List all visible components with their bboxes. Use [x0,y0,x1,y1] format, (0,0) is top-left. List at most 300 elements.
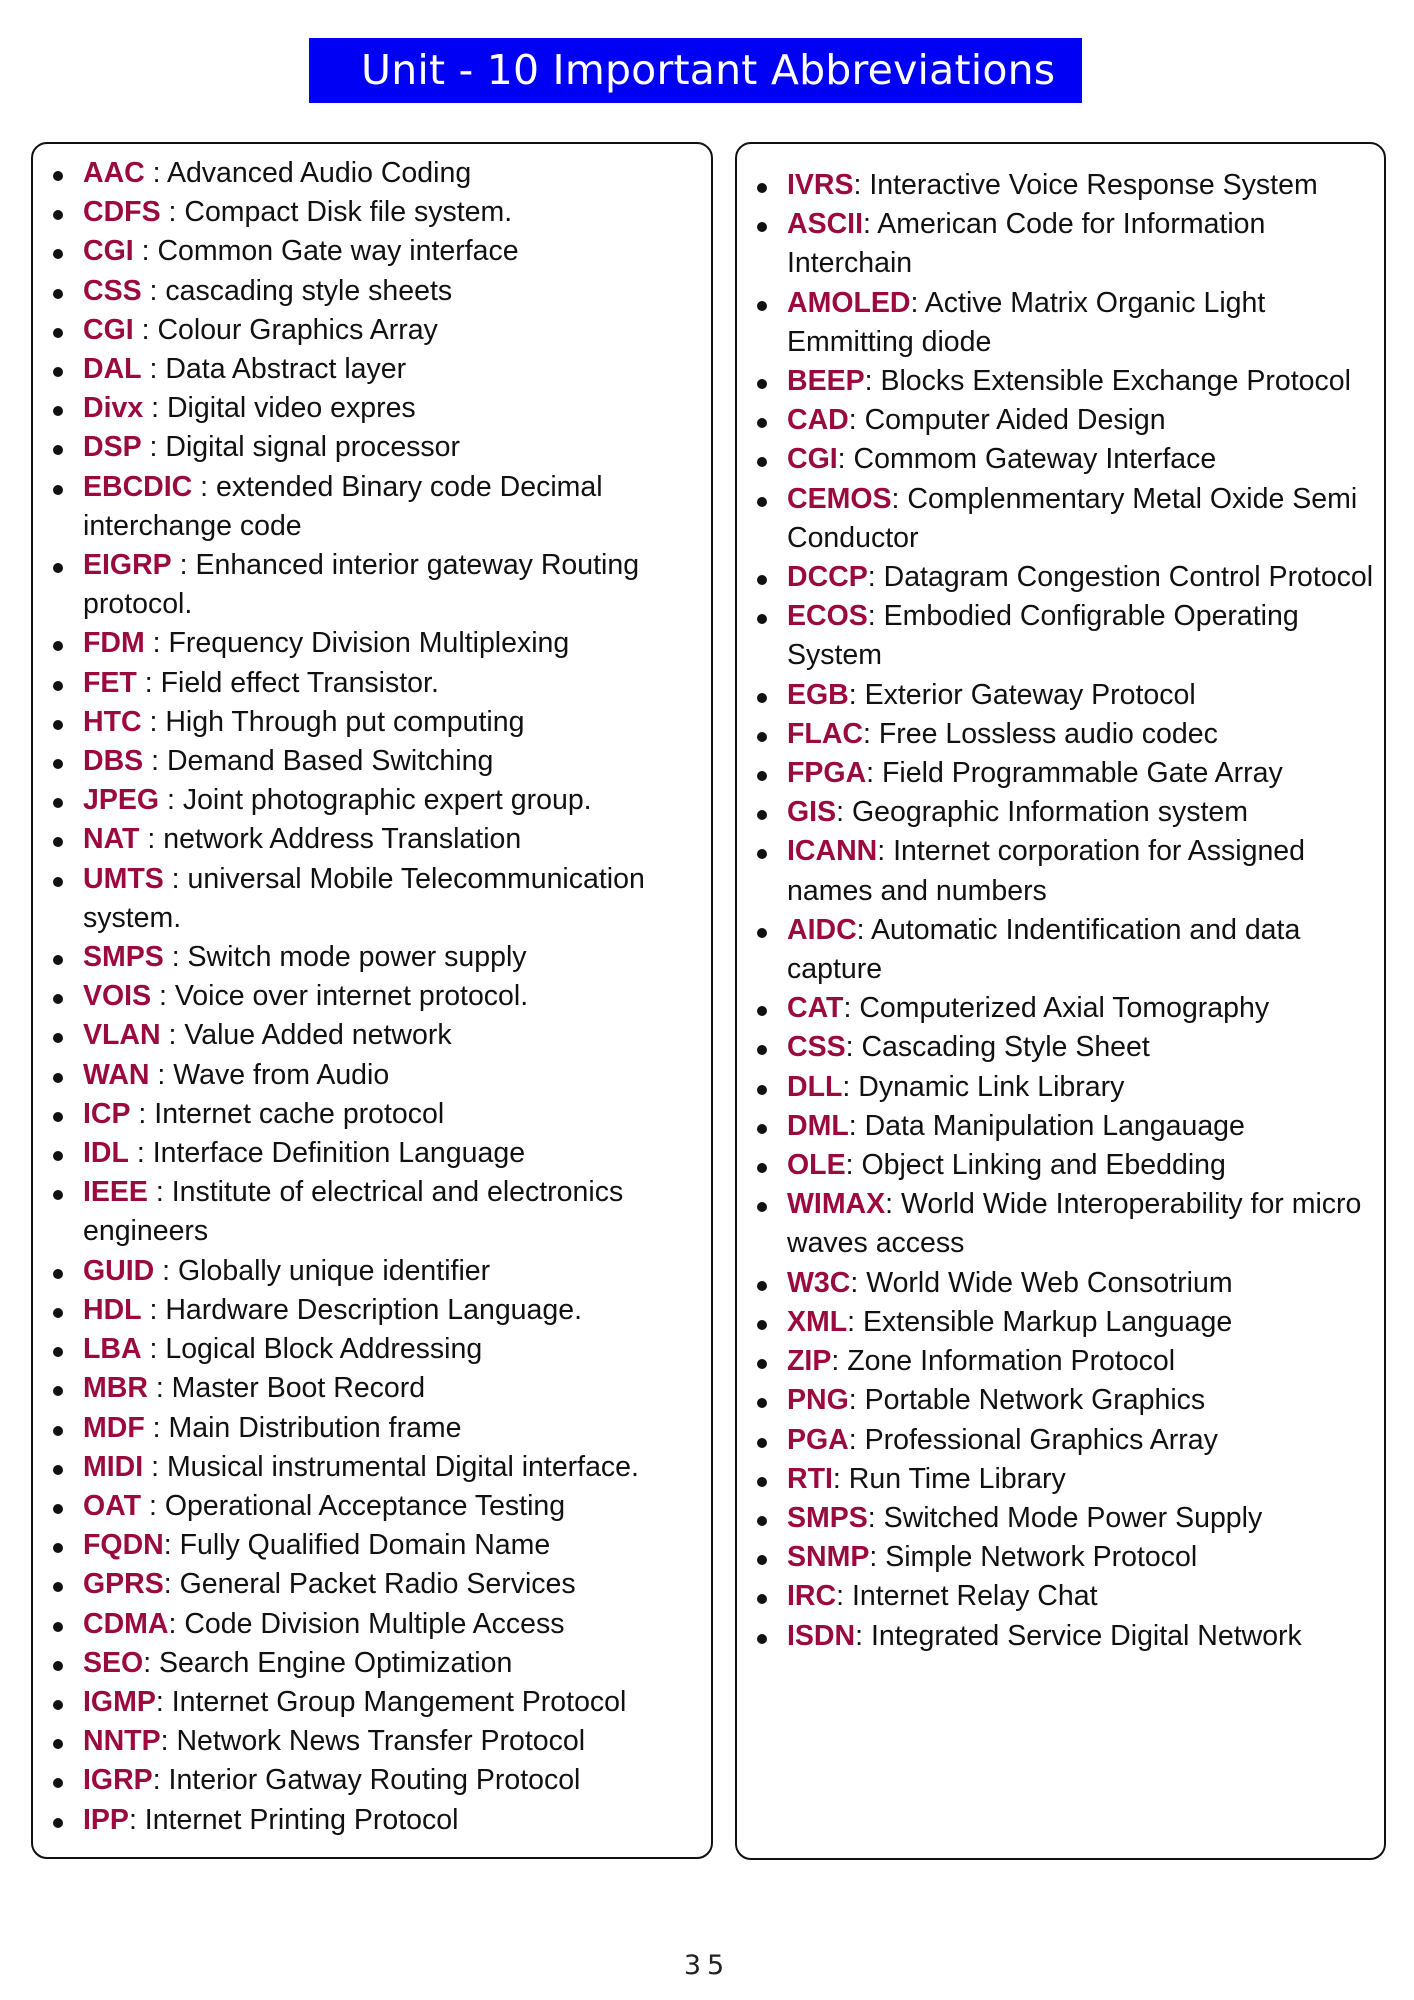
abbreviation-item [755,1577,1378,1616]
abbreviation-term: SMPS [83,941,164,974]
separator: : [141,1333,166,1366]
abbreviation-item [51,468,705,546]
abbreviation-term: NNTP [83,1725,161,1758]
left-abbreviation-list [51,154,705,1840]
abbreviation-definition: Integrated Service Digital Network [870,1619,1302,1652]
separator: : [144,157,167,189]
abbreviation-item [755,1499,1378,1538]
bullet-icon [757,575,767,585]
separator: : [837,443,854,476]
abbreviation-term: EBCDIC [83,470,193,503]
abbreviation-item [51,311,705,350]
bullet-icon [757,1045,767,1055]
abbreviation-definition: Main Distribution frame [168,1411,462,1444]
abbreviation-item [755,440,1378,479]
abbreviation-term: FET [83,666,137,699]
abbreviation-term: PGA [787,1423,849,1456]
abbreviation-term: FPGA [787,757,867,790]
separator: : [845,1031,862,1064]
abbreviation-definition: Internet Relay Chat [851,1580,1098,1613]
abbreviation-item [51,1056,705,1095]
abbreviation-definition: Automatic Indentification and data capture [787,913,1301,986]
bullet-icon [53,1700,63,1710]
abbreviation-definition: Interface Definition Language [152,1137,526,1170]
abbreviation-item [51,1722,705,1761]
abbreviation-definition: Logical Block Addressing [165,1333,483,1366]
bullet-icon [53,171,63,181]
abbreviation-term: GPRS [83,1568,164,1601]
bullet-icon [53,1033,63,1043]
separator: : [147,1176,172,1209]
abbreviation-item [51,1644,705,1683]
separator: : [154,1254,179,1287]
abbreviation-item [755,1460,1378,1499]
bullet-icon [757,1516,767,1526]
abbreviation-definition: network Address Translation [163,823,522,856]
abbreviation-term: CGI [83,313,134,346]
abbreviation-term: CAD [787,404,849,437]
bullet-icon [53,485,63,495]
abbreviation-item [755,1342,1378,1381]
separator: : [855,1619,871,1652]
bullet-icon [53,289,63,299]
separator: : [163,941,188,974]
abbreviation-item [51,703,705,742]
bullet-icon [757,1438,767,1448]
abbreviation-item [51,232,705,271]
abbreviation-term: SNMP [787,1541,870,1574]
bullet-icon [757,1202,767,1212]
right-abbreviation-list [755,166,1378,1656]
bullet-icon [53,994,63,1004]
abbreviation-item [755,1185,1378,1263]
bullet-icon [53,249,63,259]
abbreviation-term: LBA [83,1333,142,1366]
abbreviation-item [755,480,1378,558]
abbreviation-term: UMTS [83,862,164,895]
bullet-icon [53,406,63,416]
separator: : [192,470,217,503]
abbreviation-definition: Frequency Division Multiplexing [168,627,570,660]
abbreviation-definition: World Wide Web Consotrium [866,1266,1233,1299]
bullet-icon [53,1112,63,1122]
abbreviation-definition: World Wide Interoperability for micro waves access [787,1188,1362,1260]
bullet-icon [757,1085,767,1095]
bullet-icon [757,1281,767,1291]
abbreviation-item [51,820,705,859]
abbreviation-item [51,389,705,428]
abbreviation-definition: Network News Transfer Protocol [176,1725,586,1758]
bullet-icon [757,379,767,389]
abbreviation-term: CSS [787,1031,846,1064]
bullet-icon [757,1634,767,1644]
abbreviation-term: SMPS [787,1501,868,1534]
abbreviation-item [51,1605,705,1644]
abbreviation-item [755,166,1378,205]
abbreviation-term: IEEE [83,1176,148,1209]
bullet-icon [757,1320,767,1330]
abbreviation-definition: Master Boot Record [171,1372,426,1405]
bullet-icon [757,1477,767,1487]
separator: : [863,208,878,241]
bullet-icon [53,210,63,220]
abbreviation-term: CDFS [83,196,161,229]
abbreviation-definition: Computerized Axial Tomography [859,992,1270,1025]
abbreviation-definition: Musical instrumental Digital interface. [166,1450,639,1483]
abbreviation-term: DBS [83,745,144,778]
bullet-icon [757,614,767,624]
abbreviation-term: MDF [83,1411,145,1444]
abbreviation-term: FLAC [787,717,863,750]
separator: : [155,1685,172,1718]
abbreviation-item [51,1291,705,1330]
bullet-icon [757,771,767,781]
bullet-icon [757,457,767,467]
abbreviation-term: DLL [787,1070,843,1103]
separator: : [867,561,884,594]
separator: : [163,862,188,895]
abbreviation-term: IPP [83,1803,129,1836]
abbreviation-term: XML [787,1305,848,1338]
abbreviation-definition: Internet corporation for Assigned names and numbers [787,835,1306,907]
bullet-icon [53,641,63,651]
abbreviation-definition: Data Abstract layer [165,353,407,386]
bullet-icon [53,877,63,887]
bullet-icon [53,1778,63,1788]
abbreviation-item [755,715,1378,754]
abbreviation-item [51,1801,705,1840]
separator: : [847,1305,864,1338]
separator: : [836,796,852,829]
abbreviation-term: DCCP [787,561,868,594]
abbreviation-term: IGMP [83,1685,156,1718]
abbreviation-definition: Zone Information Protocol [847,1345,1176,1378]
abbreviation-item [755,1068,1378,1107]
abbreviation-item [755,1146,1378,1185]
abbreviation-term: CEMOS [787,482,892,515]
separator: : [130,1097,155,1130]
abbreviation-item [51,1565,705,1604]
separator: : [141,1489,165,1522]
bullet-icon [53,1308,63,1318]
bullet-icon [53,445,63,455]
abbreviation-term: AMOLED [787,286,911,319]
abbreviation-term: JPEG [83,784,160,817]
bullet-icon [757,732,767,742]
abbreviation-item [755,911,1378,989]
separator: : [845,1149,862,1182]
abbreviation-term: RTI [787,1462,833,1495]
abbreviation-term: ASCII [787,208,864,241]
separator: : [848,1423,865,1456]
separator: : [856,913,871,946]
abbreviation-item [755,754,1378,793]
separator: : [910,286,925,319]
abbreviation-item [51,1369,705,1408]
separator: : [168,1607,185,1640]
abbreviation-item [755,1617,1378,1656]
left-abbreviation-panel [31,142,713,1859]
separator: : [842,1070,859,1103]
bullet-icon [53,1426,63,1436]
abbreviation-definition: Operational Acceptance Testing [164,1489,566,1522]
bullet-icon [53,955,63,965]
separator: : [151,980,175,1013]
abbreviation-definition: Interior Gatway Routing Protocol [168,1764,581,1797]
abbreviation-definition: Field Programmable Gate Array [882,757,1283,790]
abbreviation-item [51,546,705,624]
abbreviation-definition: Switched Mode Power Supply [883,1501,1263,1534]
separator: : [163,1568,180,1601]
bullet-icon [53,837,63,847]
bullet-icon [53,1543,63,1553]
abbreviation-item [755,676,1378,715]
separator: : [133,313,158,346]
abbreviation-definition: Joint photographic expert group. [182,784,592,817]
separator: : [831,1345,848,1378]
abbreviation-item [755,597,1378,675]
bullet-icon [53,720,63,730]
abbreviation-definition: Switch mode power supply [187,941,527,974]
abbreviation-item [51,1173,705,1251]
separator: : [848,1109,865,1142]
abbreviation-item [51,977,705,1016]
bullet-icon [53,798,63,808]
bullet-icon [53,1386,63,1396]
abbreviation-term: FQDN [83,1529,164,1562]
abbreviation-item [51,350,705,389]
bullet-icon [53,563,63,573]
bullet-icon [53,1465,63,1475]
abbreviation-definition: Embodied Configrable Operating System [787,600,1299,672]
abbreviation-definition: Fully Qualified Domain Name [179,1529,551,1562]
separator: : [843,992,860,1025]
separator: : [867,1501,884,1534]
separator: : [869,1541,886,1574]
abbreviation-item [51,1487,705,1526]
abbreviation-definition: High Through put computing [165,705,525,738]
abbreviation-term: IRC [787,1580,837,1613]
abbreviation-item [755,1264,1378,1303]
abbreviation-item [51,1683,705,1722]
bullet-icon [53,1622,63,1632]
abbreviation-item [51,1095,705,1134]
abbreviation-item [755,362,1378,401]
page-title: Unit - 10 Important Abbreviations [309,38,1082,103]
abbreviation-term: ICANN [787,835,878,868]
abbreviation-term: OLE [787,1149,846,1182]
separator: : [144,627,169,660]
separator: : [128,1137,153,1170]
bullet-icon [757,1006,767,1016]
abbreviation-item [755,401,1378,440]
bullet-icon [757,222,767,232]
abbreviation-term: CSS [83,274,142,307]
separator: : [141,705,166,738]
separator: : [149,1058,174,1091]
abbreviation-term: Divx [83,392,144,425]
abbreviation-definition: Computer Aided Design [864,404,1166,437]
abbreviation-term: W3C [787,1266,851,1299]
abbreviation-item [755,1421,1378,1460]
abbreviation-definition: Object Linking and Ebedding [861,1149,1226,1182]
abbreviation-definition: Advanced Audio Coding [166,157,472,189]
abbreviation-definition: Geographic Information system [851,796,1248,829]
bullet-icon [757,928,767,938]
abbreviation-term: ICP [83,1097,131,1130]
separator: : [143,1450,167,1483]
abbreviation-definition: Active Matrix Organic Light Emmitting diode [787,286,1266,358]
abbreviation-definition: Commom Gateway Interface [853,443,1217,476]
separator: : [160,1725,177,1758]
abbreviation-term: DAL [83,353,142,386]
abbreviation-term: MIDI [83,1450,144,1483]
abbreviation-definition: Free Lossless audio codec [878,717,1218,750]
separator: : [848,1384,865,1417]
separator: : [136,666,161,699]
abbreviation-term: VLAN [83,1019,161,1052]
abbreviation-definition: American Code for Information Interchain [787,208,1266,280]
bullet-icon [757,183,767,193]
separator: : [867,600,884,633]
abbreviation-definition: Voice over internet protocol. [174,980,529,1013]
abbreviation-term: SEO [83,1646,144,1679]
abbreviation-definition: Digital signal processor [165,431,461,464]
abbreviation-item [755,1028,1378,1067]
separator: : [850,1266,867,1299]
separator: : [139,823,164,856]
abbreviation-definition: Extensible Markup Language [863,1305,1233,1338]
abbreviation-term: CGI [787,443,838,476]
abbreviation-item [51,781,705,820]
separator: : [885,1188,901,1221]
separator: : [144,1411,169,1444]
abbreviation-definition: Internet cache protocol [154,1097,445,1130]
separator: : [848,404,865,437]
separator: : [147,1372,172,1405]
abbreviation-definition: cascading style sheets [165,274,453,307]
abbreviation-term: WAN [83,1058,150,1091]
bullet-icon [53,1190,63,1200]
abbreviation-item [755,1381,1378,1420]
bullet-icon [757,301,767,311]
abbreviation-item [755,1107,1378,1146]
abbreviation-item [755,832,1378,910]
abbreviation-definition: Digital video expres [166,392,416,425]
abbreviation-term: PNG [787,1384,849,1417]
bullet-icon [53,1269,63,1279]
abbreviation-term: ISDN [787,1619,856,1652]
separator: : [152,1764,169,1797]
separator: : [128,1803,145,1836]
separator: : [832,1462,849,1495]
abbreviation-item [51,272,705,311]
separator: : [171,549,196,582]
bullet-icon [53,681,63,691]
abbreviation-definition: Internet Printing Protocol [144,1803,459,1836]
abbreviation-item [51,154,705,193]
bullet-icon [53,1073,63,1083]
separator: : [141,1293,166,1326]
abbreviation-definition: Enhanced interior gateway Routing protocol. [83,549,640,621]
abbreviation-term: GUID [83,1254,155,1287]
abbreviation-definition: Common Gate way interface [157,235,519,268]
abbreviation-item [755,989,1378,1028]
abbreviation-item [51,1330,705,1369]
abbreviation-term: AAC [83,157,145,189]
abbreviation-term: OAT [83,1489,142,1522]
abbreviation-term: VOIS [83,980,152,1013]
separator: : [141,431,166,464]
separator: : [160,1019,185,1052]
abbreviation-term: IGRP [83,1764,153,1797]
abbreviation-definition: Simple Network Protocol [885,1541,1198,1574]
abbreviation-definition: Demand Based Switching [166,745,494,778]
abbreviation-definition: Data Manipulation Langauage [864,1109,1245,1142]
bullet-icon [53,1151,63,1161]
abbreviation-definition: Field effect Transistor. [160,666,439,699]
abbreviation-definition: Portable Network Graphics [864,1384,1206,1417]
bullet-icon [53,328,63,338]
abbreviation-term: HTC [83,705,142,738]
abbreviation-definition: Dynamic Link Library [858,1070,1125,1103]
abbreviation-item [51,742,705,781]
bullet-icon [53,1739,63,1749]
separator: : [853,169,870,201]
abbreviation-definition: Value Added network [184,1019,452,1052]
separator: : [866,757,883,790]
abbreviation-item [755,284,1378,362]
abbreviation-term: ZIP [787,1345,832,1378]
abbreviation-term: MBR [83,1372,148,1405]
right-abbreviation-panel [735,142,1386,1860]
abbreviation-definition: Cascading Style Sheet [861,1031,1150,1064]
separator: : [143,745,167,778]
abbreviation-term: FDM [83,627,145,660]
abbreviation-term: DML [787,1109,849,1142]
abbreviation-definition: Exterior Gateway Protocol [864,678,1196,711]
abbreviation-item [51,938,705,977]
abbreviation-definition: Interactive Voice Response System [869,169,1318,201]
bullet-icon [53,1504,63,1514]
abbreviation-term: WIMAX [787,1188,886,1221]
separator: : [836,1580,852,1613]
bullet-icon [757,1163,767,1173]
bullet-icon [757,693,767,703]
separator: : [143,1646,160,1679]
abbreviation-term: DSP [83,431,142,464]
abbreviation-item [51,1526,705,1565]
separator: : [160,196,185,229]
abbreviation-definition: Blocks Extensible Exchange Protocol [880,365,1351,398]
bullet-icon [757,1359,767,1369]
abbreviation-item [51,428,705,467]
abbreviation-item [51,1134,705,1173]
abbreviation-term: EIGRP [83,549,172,582]
separator: : [143,392,167,425]
bullet-icon [53,1661,63,1671]
abbreviation-term: IVRS [787,169,854,201]
abbreviation-item [51,624,705,663]
separator: : [877,835,894,868]
abbreviation-definition: Compact Disk file system. [184,196,513,229]
separator: : [133,235,158,268]
abbreviation-term: IDL [83,1137,129,1170]
abbreviation-definition: Complenmentary Metal Oxide Semi Conductor [787,482,1358,554]
abbreviation-item [755,205,1378,283]
abbreviation-item [51,1409,705,1448]
abbreviation-definition: extended Binary code Decimal interchange code [83,470,603,542]
